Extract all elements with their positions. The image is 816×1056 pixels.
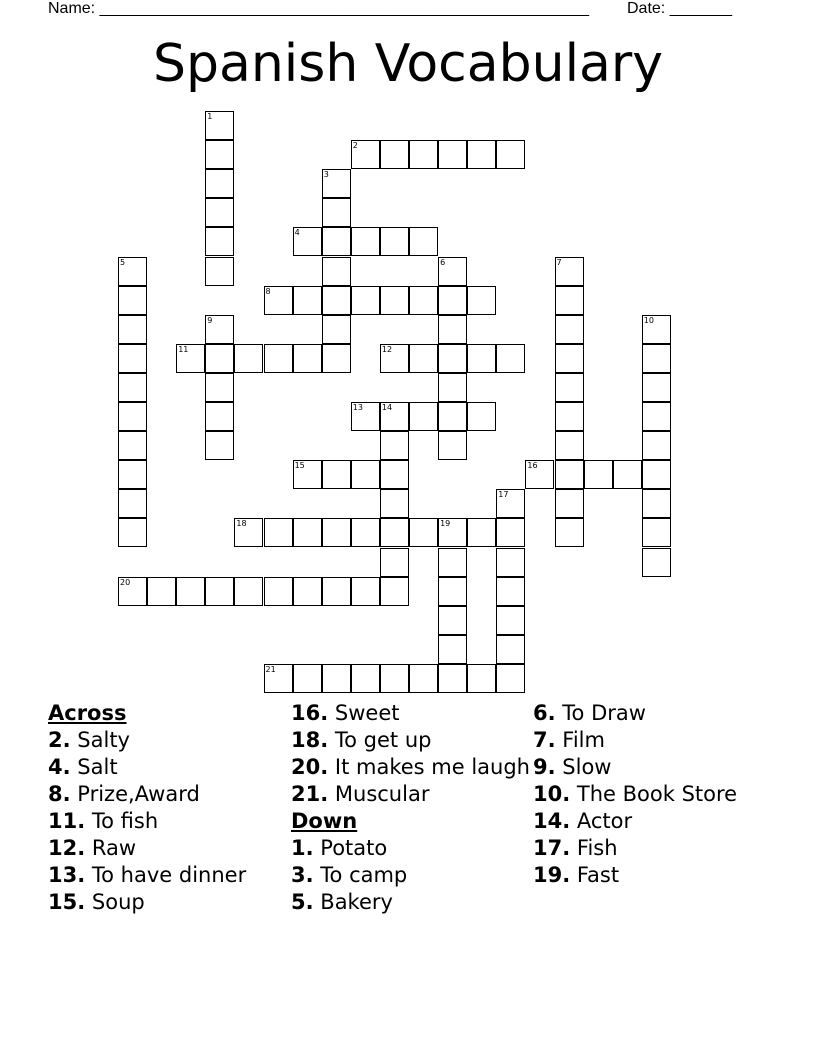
grid-cell[interactable] <box>118 489 147 518</box>
clue-text: It makes me laugh <box>334 755 530 779</box>
grid-cell[interactable] <box>555 489 584 518</box>
clue-item <box>48 756 298 779</box>
grid-cell[interactable] <box>205 169 234 198</box>
grid-cell[interactable] <box>264 577 293 606</box>
grid-cell[interactable] <box>642 373 671 402</box>
clue-column-2 <box>291 702 541 918</box>
clue-text: Sweet <box>334 701 400 725</box>
grid-cell[interactable] <box>380 227 409 256</box>
grid-cell[interactable] <box>496 548 525 577</box>
grid-cell[interactable] <box>409 344 438 373</box>
clue-text: Actor <box>576 809 633 833</box>
grid-cell[interactable] <box>118 431 147 460</box>
clue-text: Salty <box>77 728 130 752</box>
grid-cell[interactable] <box>555 344 584 373</box>
grid-cell[interactable] <box>642 431 671 460</box>
clue-number-label: 19 <box>440 519 451 529</box>
clue-item <box>291 864 541 887</box>
clue-number-label: 17 <box>498 490 509 500</box>
clue-number: 9. <box>533 755 556 779</box>
grid-cell[interactable] <box>642 518 671 547</box>
grid-cell[interactable] <box>496 635 525 664</box>
grid-cell[interactable] <box>205 373 234 402</box>
clue-item <box>291 729 541 752</box>
clue-number-label: 14 <box>381 403 393 412</box>
clue-item <box>533 702 783 725</box>
clue-item <box>533 756 783 779</box>
grid-cell[interactable] <box>322 518 351 547</box>
clue-text: To Draw <box>562 701 646 725</box>
grid-cell[interactable] <box>467 140 496 169</box>
grid-cell[interactable] <box>147 577 176 606</box>
clue-item <box>48 837 298 860</box>
grid-cell[interactable] <box>438 431 467 460</box>
grid-cell[interactable] <box>409 286 438 315</box>
clue-number: 4. <box>48 755 71 779</box>
clue-number-label: 15 <box>294 461 305 471</box>
grid-cell[interactable] <box>555 373 584 402</box>
grid-cell[interactable] <box>118 344 147 373</box>
grid-cell[interactable] <box>322 198 351 227</box>
grid-cell[interactable] <box>496 664 525 693</box>
grid-cell[interactable] <box>293 344 322 373</box>
clue-item <box>48 891 298 914</box>
grid-cell[interactable] <box>409 140 438 169</box>
clue-item <box>291 837 541 860</box>
clue-text: Raw <box>91 836 137 860</box>
clue-text: Soup <box>91 890 145 914</box>
clue-number-label: 3 <box>323 170 329 180</box>
grid-cell[interactable] <box>438 286 467 315</box>
grid-cell[interactable] <box>322 344 351 373</box>
clue-text: Film <box>562 728 605 752</box>
clue-number-label: 1 <box>207 112 213 121</box>
grid-cell[interactable] <box>467 518 496 547</box>
grid-cell[interactable] <box>380 548 409 577</box>
clue-number: 14. <box>533 809 571 833</box>
clue-number: 11. <box>48 809 86 833</box>
grid-cell[interactable] <box>118 315 147 344</box>
date-field-label[interactable]: Date: _______ <box>627 0 732 17</box>
grid-cell[interactable] <box>496 518 525 547</box>
clue-text: Bakery <box>320 890 393 914</box>
grid-cell[interactable] <box>496 577 525 606</box>
clue-number: 5. <box>291 890 314 914</box>
clue-number: 3. <box>291 863 314 887</box>
clue-number-label: 8 <box>265 286 271 296</box>
grid-cell[interactable] <box>409 518 438 547</box>
clue-number: 21. <box>291 782 329 806</box>
clue-number-label: 12 <box>381 344 393 354</box>
grid-cell[interactable] <box>438 577 467 606</box>
clue-item <box>48 783 298 806</box>
grid-cell[interactable] <box>322 227 351 256</box>
clue-column-3 <box>533 702 783 891</box>
grid-cell[interactable] <box>438 606 467 635</box>
grid-cell[interactable] <box>264 518 293 547</box>
clue-item <box>48 864 298 887</box>
grid-cell[interactable] <box>467 286 496 315</box>
clue-text: Muscular <box>334 782 430 806</box>
clue-item <box>533 783 783 806</box>
grid-cell[interactable] <box>205 344 234 373</box>
grid-cell[interactable] <box>118 402 147 431</box>
page-title: Spanish Vocabulary <box>152 34 664 94</box>
clue-number: 15. <box>48 890 86 914</box>
grid-cell[interactable] <box>555 315 584 344</box>
clue-item <box>291 783 541 806</box>
grid-cell[interactable] <box>467 664 496 693</box>
grid-cell[interactable] <box>438 664 467 693</box>
grid-cell[interactable] <box>118 460 147 489</box>
grid-cell[interactable] <box>118 518 147 547</box>
clue-item <box>533 729 783 752</box>
grid-cell[interactable] <box>409 402 438 431</box>
grid-cell[interactable] <box>322 315 351 344</box>
clue-number: 10. <box>533 782 571 806</box>
clue-number: 6. <box>533 701 556 725</box>
grid-cell[interactable] <box>642 344 671 373</box>
grid-cell[interactable] <box>438 635 467 664</box>
grid-cell[interactable] <box>438 402 467 431</box>
clue-item <box>291 756 541 779</box>
clue-number-label: 20 <box>120 577 131 587</box>
grid-cell[interactable] <box>642 548 671 577</box>
grid-cell[interactable] <box>176 577 205 606</box>
grid-cell[interactable] <box>438 140 467 169</box>
grid-cell[interactable] <box>555 431 584 460</box>
clue-number: 19. <box>533 863 571 887</box>
grid-cell[interactable] <box>496 140 525 169</box>
clue-text: Fast <box>576 863 620 887</box>
clue-number-label: 13 <box>352 403 363 412</box>
clue-item <box>533 810 783 833</box>
grid-cell[interactable] <box>438 315 467 344</box>
grid-cell[interactable] <box>322 664 351 693</box>
clue-item <box>291 702 541 725</box>
clue-item <box>291 891 541 914</box>
grid-cell[interactable] <box>409 664 438 693</box>
grid-cell[interactable] <box>293 286 322 315</box>
grid-cell[interactable] <box>642 402 671 431</box>
clue-number: 2. <box>48 728 71 752</box>
clue-number: 7. <box>533 728 556 752</box>
grid-cell[interactable] <box>380 460 409 489</box>
grid-cell[interactable] <box>380 431 409 460</box>
grid-cell[interactable] <box>351 460 380 489</box>
clue-number: 13. <box>48 863 86 887</box>
grid-cell[interactable] <box>293 664 322 693</box>
clue-number-label: 4 <box>294 228 300 238</box>
grid-cell[interactable] <box>496 606 525 635</box>
clue-number: 12. <box>48 836 86 860</box>
grid-cell[interactable] <box>438 373 467 402</box>
clue-number: 17. <box>533 836 571 860</box>
clue-text: To camp <box>320 863 408 887</box>
clue-section-heading: Down <box>291 809 358 833</box>
clue-text: To get up <box>334 728 432 752</box>
grid-cell[interactable] <box>438 344 467 373</box>
clue-number: 16. <box>291 701 329 725</box>
grid-cell[interactable] <box>642 460 671 489</box>
grid-cell[interactable] <box>555 402 584 431</box>
clue-number: 1. <box>291 836 314 860</box>
grid-cell[interactable] <box>118 373 147 402</box>
grid-cell[interactable] <box>555 460 584 489</box>
grid-cell[interactable] <box>380 140 409 169</box>
grid-cell[interactable] <box>496 344 525 373</box>
grid-cell[interactable] <box>467 344 496 373</box>
grid-cell[interactable] <box>642 489 671 518</box>
clue-number-label: 7 <box>556 257 562 267</box>
clue-section-heading: Across <box>48 701 127 725</box>
grid-cell[interactable] <box>205 402 234 431</box>
grid-cell[interactable] <box>380 664 409 693</box>
grid-cell[interactable] <box>467 402 496 431</box>
grid-cell[interactable] <box>205 227 234 256</box>
grid-cell[interactable] <box>351 577 380 606</box>
grid-cell[interactable] <box>380 489 409 518</box>
grid-cell[interactable] <box>351 518 380 547</box>
name-field-label[interactable]: Name: _______________________________________________________ <box>48 0 589 17</box>
grid-cell[interactable] <box>205 431 234 460</box>
grid-cell[interactable] <box>584 460 613 489</box>
grid-cell[interactable] <box>351 286 380 315</box>
grid-cell[interactable] <box>322 257 351 286</box>
clue-number-label: 5 <box>120 257 126 267</box>
grid-cell[interactable] <box>438 548 467 577</box>
clue-number: 18. <box>291 728 329 752</box>
clue-item <box>533 864 783 887</box>
clue-number: 20. <box>291 755 329 779</box>
grid-cell[interactable] <box>555 286 584 315</box>
grid-cell[interactable] <box>205 577 234 606</box>
clue-number-label: 21 <box>265 664 276 674</box>
clue-text: Fish <box>576 836 618 860</box>
grid-cell[interactable] <box>322 286 351 315</box>
clue-number-label: 16 <box>527 461 538 471</box>
grid-cell[interactable] <box>234 577 263 606</box>
clue-text: The Book Store <box>576 782 738 806</box>
clue-number-label: 9 <box>207 315 213 325</box>
grid-cell[interactable] <box>293 577 322 606</box>
grid-cell[interactable] <box>380 286 409 315</box>
clue-column-1 <box>48 702 298 918</box>
clue-text: To have dinner <box>91 863 247 887</box>
grid-cell[interactable] <box>234 344 263 373</box>
clue-text: Slow <box>562 755 612 779</box>
grid-cell[interactable] <box>409 227 438 256</box>
grid-cell[interactable] <box>380 518 409 547</box>
clue-text: Prize,Award <box>77 782 200 806</box>
clue-item <box>48 729 298 752</box>
grid-cell[interactable] <box>555 518 584 547</box>
grid-cell[interactable] <box>351 664 380 693</box>
grid-cell[interactable] <box>205 140 234 169</box>
grid-cell[interactable] <box>293 518 322 547</box>
clue-number-label: 11 <box>178 344 189 354</box>
clue-number-label: 10 <box>643 315 654 325</box>
grid-cell[interactable] <box>205 198 234 227</box>
clue-text: Potato <box>320 836 388 860</box>
clue-item <box>533 837 783 860</box>
grid-cell[interactable] <box>322 577 351 606</box>
grid-cell[interactable] <box>380 577 409 606</box>
grid-cell[interactable] <box>613 460 642 489</box>
grid-cell[interactable] <box>118 286 147 315</box>
clue-text: Salt <box>77 755 118 779</box>
clue-number: 8. <box>48 782 71 806</box>
grid-cell[interactable] <box>351 227 380 256</box>
clue-text: To fish <box>91 809 159 833</box>
clue-item <box>48 810 298 833</box>
clue-number-label: 18 <box>236 519 247 529</box>
clue-number-label: 6 <box>440 257 446 267</box>
grid-cell[interactable] <box>264 344 293 373</box>
grid-cell[interactable] <box>322 460 351 489</box>
grid-cell[interactable] <box>205 257 234 286</box>
clue-number-label: 2 <box>352 141 358 151</box>
